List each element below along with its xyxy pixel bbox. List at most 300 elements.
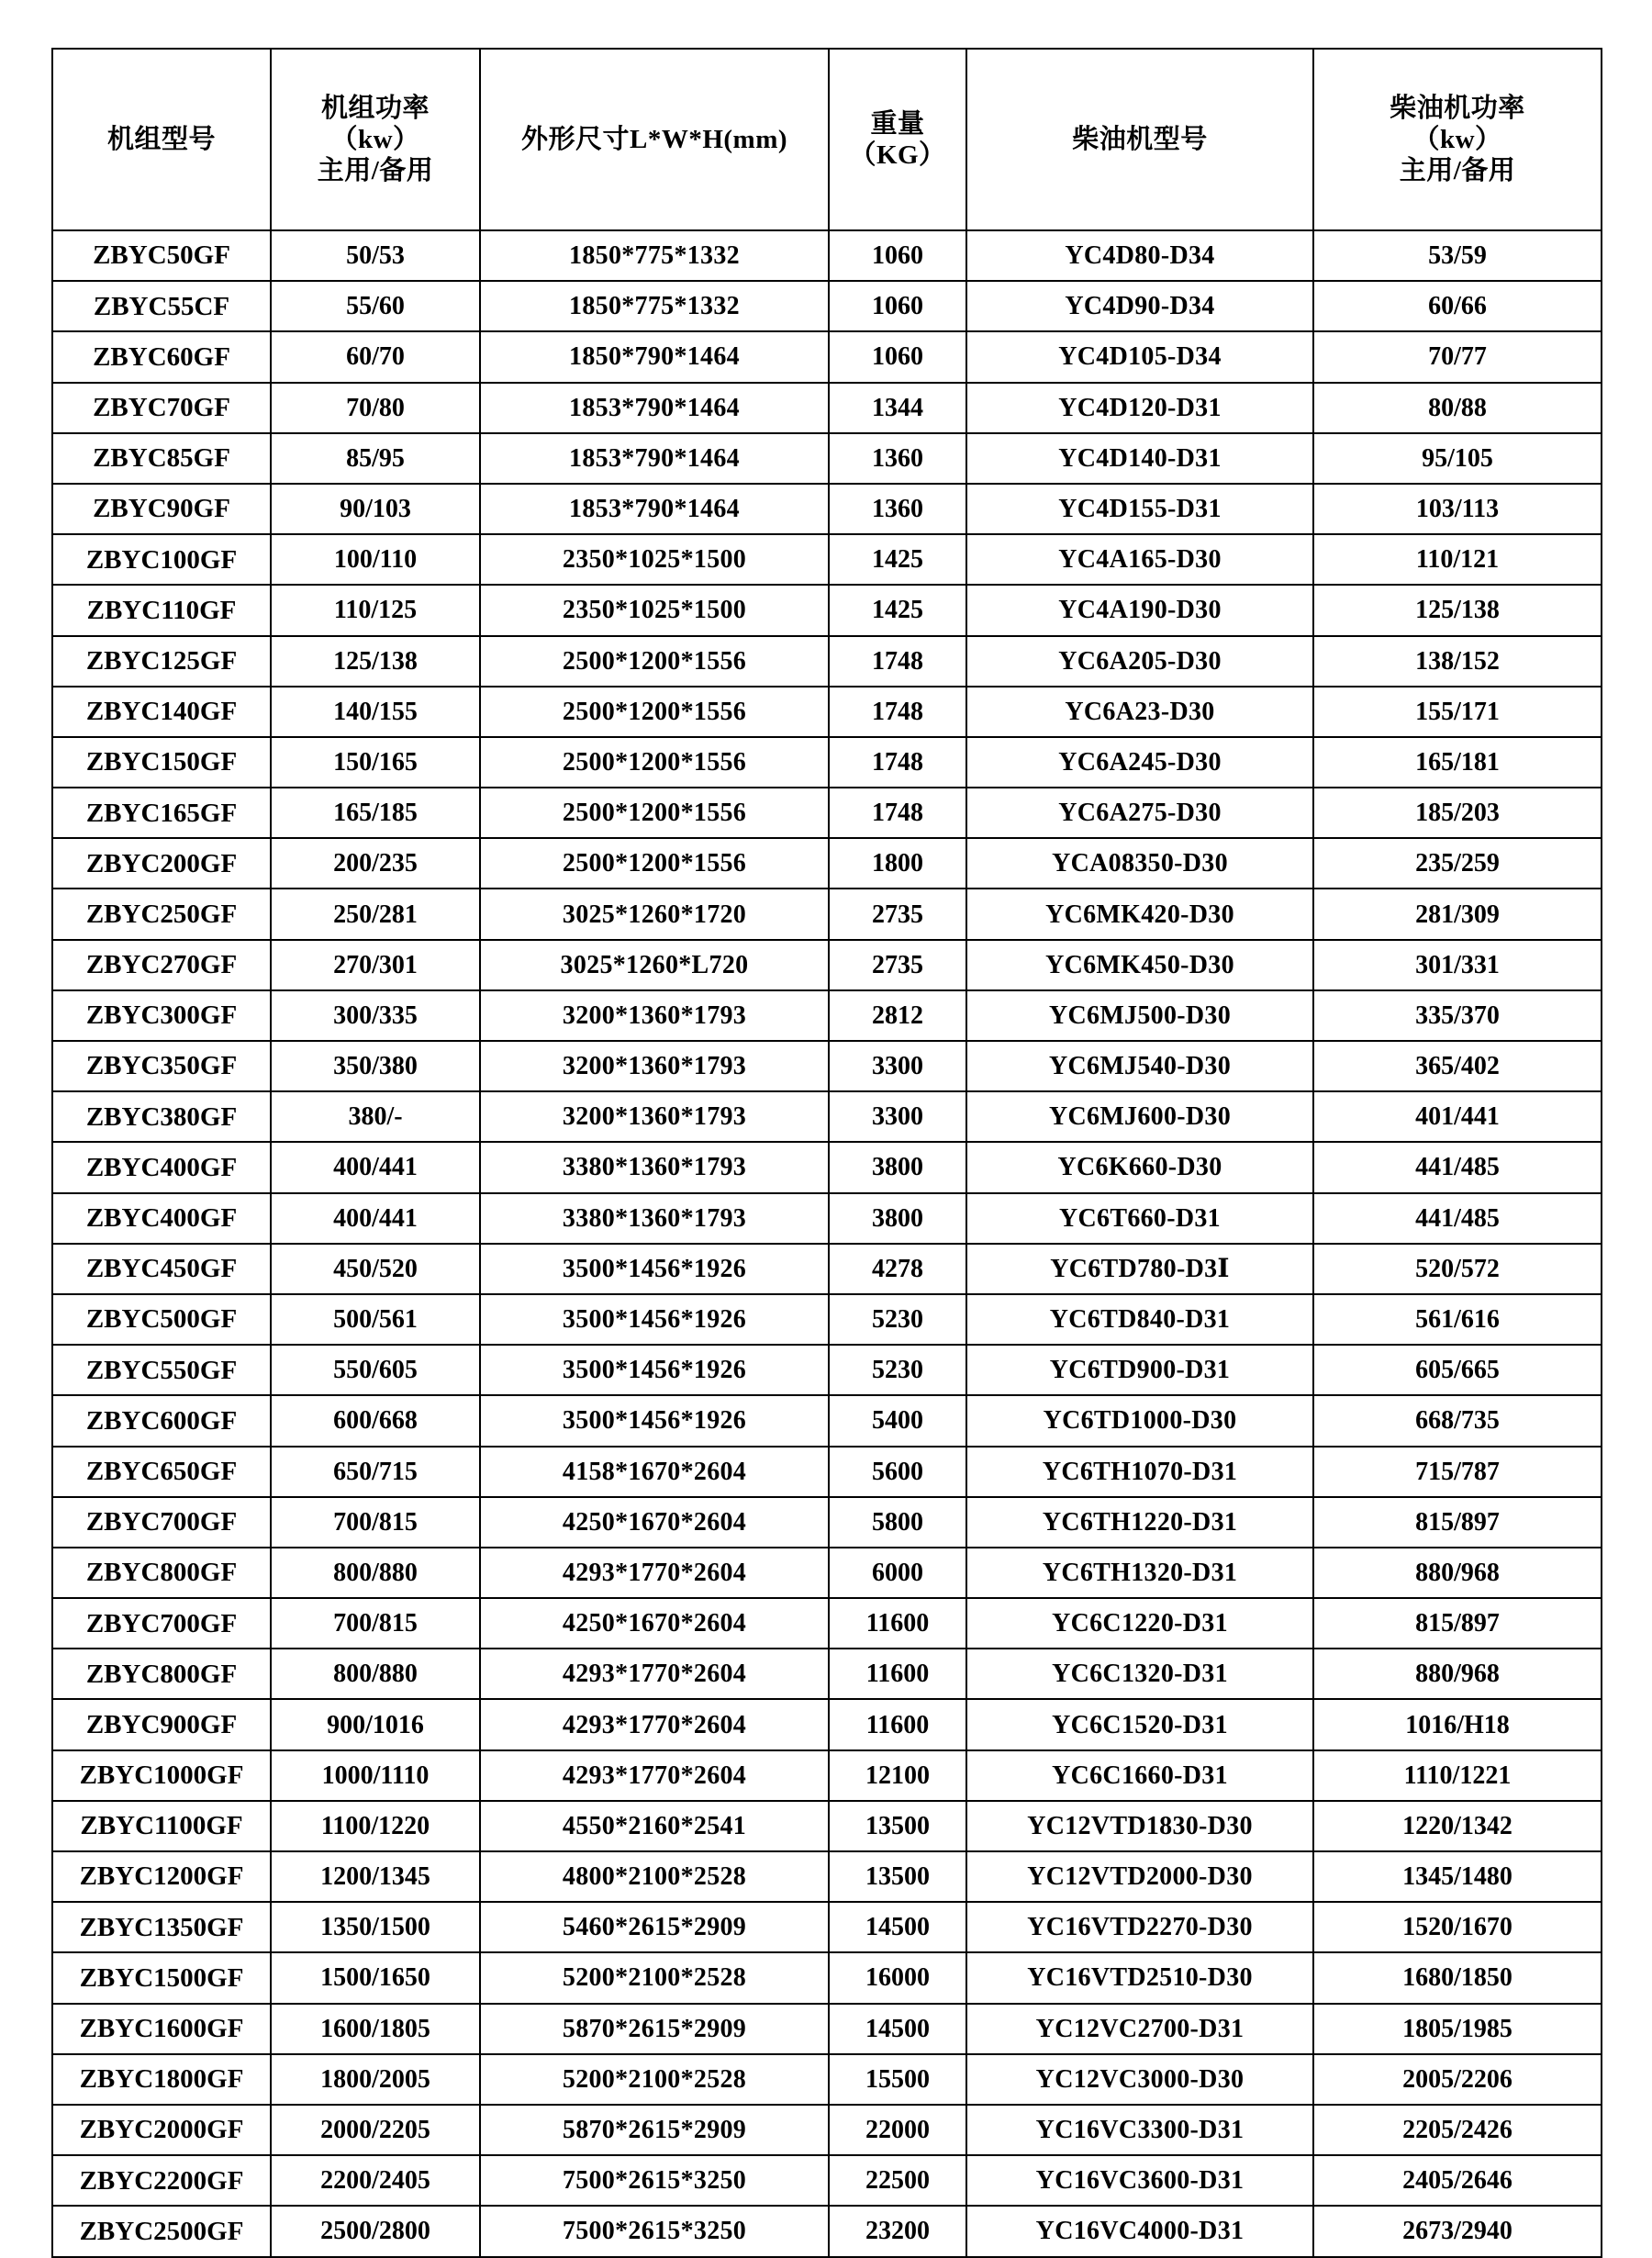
cell-unit-power: 400/441 <box>271 1193 480 1244</box>
cell-unit-power: 2200/2405 <box>271 2155 480 2206</box>
cell-engine-power: 1345/1480 <box>1313 1851 1602 1902</box>
header-line: 机组型号 <box>106 124 216 154</box>
cell-engine-power: 668/735 <box>1313 1395 1602 1446</box>
cell-weight: 1748 <box>829 737 966 788</box>
cell-engine-power: 110/121 <box>1313 534 1602 585</box>
cell-weight: 1425 <box>829 585 966 635</box>
column-header-weight <box>829 49 966 230</box>
cell-engine-model: YC6MJ600-D30 <box>966 1091 1313 1142</box>
cell-dimensions: 3380*1360*1793 <box>480 1142 829 1192</box>
cell-engine-power: 60/66 <box>1313 281 1602 331</box>
cell-engine-model: YC6C1520-D31 <box>966 1699 1313 1749</box>
column-header-engine-power <box>1313 49 1602 230</box>
cell-weight: 1060 <box>829 281 966 331</box>
table-row <box>52 1548 1602 1598</box>
table-row <box>52 838 1602 889</box>
column-header-unit-model <box>52 49 271 230</box>
cell-engine-model: YC6TH1320-D31 <box>966 1548 1313 1598</box>
cell-unit-power: 900/1016 <box>271 1699 480 1749</box>
cell-dimensions: 3500*1456*1926 <box>480 1395 829 1446</box>
cell-dimensions: 4293*1770*2604 <box>480 1548 829 1598</box>
cell-engine-power: 138/152 <box>1313 636 1602 687</box>
cell-engine-power: 80/88 <box>1313 383 1602 433</box>
cell-weight: 13500 <box>829 1851 966 1902</box>
cell-unit-model: ZBYC200GF <box>52 838 271 889</box>
cell-engine-model: YC6MK420-D30 <box>966 889 1313 939</box>
table-row <box>52 636 1602 687</box>
table-row <box>52 1447 1602 1497</box>
cell-dimensions: 7500*2615*3250 <box>480 2206 829 2256</box>
cell-engine-model: YC4D90-D34 <box>966 281 1313 331</box>
cell-engine-model: YC6TD780-D3Ⅰ <box>966 1244 1313 1294</box>
header-row <box>52 49 1602 230</box>
cell-unit-power: 2000/2205 <box>271 2105 480 2155</box>
cell-engine-model: YC6MJ540-D30 <box>966 1041 1313 1091</box>
cell-engine-model: YC6C1320-D31 <box>966 1649 1313 1699</box>
cell-engine-power: 561/616 <box>1313 1294 1602 1345</box>
cell-weight: 5230 <box>829 1345 966 1395</box>
cell-dimensions: 4250*1670*2604 <box>480 1598 829 1649</box>
table-row <box>52 331 1602 382</box>
cell-unit-model: ZBYC70GF <box>52 383 271 433</box>
cell-unit-model: ZBYC800GF <box>52 1548 271 1598</box>
cell-dimensions: 5870*2615*2909 <box>480 2004 829 2054</box>
cell-weight: 11600 <box>829 1649 966 1699</box>
cell-weight: 3300 <box>829 1091 966 1142</box>
cell-weight: 2735 <box>829 940 966 990</box>
cell-engine-power: 281/309 <box>1313 889 1602 939</box>
cell-dimensions: 4293*1770*2604 <box>480 1750 829 1801</box>
cell-dimensions: 3500*1456*1926 <box>480 1345 829 1395</box>
table-row <box>52 2105 1602 2155</box>
cell-engine-power: 815/897 <box>1313 1497 1602 1548</box>
cell-engine-model: YC16VTD2270-D30 <box>966 1902 1313 1952</box>
cell-unit-power: 700/815 <box>271 1598 480 1649</box>
cell-unit-power: 380/- <box>271 1091 480 1142</box>
cell-unit-model: ZBYC85GF <box>52 433 271 484</box>
cell-unit-power: 1800/2005 <box>271 2054 480 2105</box>
cell-engine-model: YC12VC3000-D30 <box>966 2054 1313 2105</box>
cell-unit-model: ZBYC650GF <box>52 1447 271 1497</box>
cell-weight: 14500 <box>829 1902 966 1952</box>
table-row <box>52 1244 1602 1294</box>
table-row <box>52 383 1602 433</box>
table-row <box>52 1041 1602 1091</box>
cell-weight: 1800 <box>829 838 966 889</box>
cell-engine-model: YC6TD900-D31 <box>966 1345 1313 1395</box>
cell-engine-model: YC16VTD2510-D30 <box>966 1952 1313 2003</box>
cell-unit-model: ZBYC350GF <box>52 1041 271 1091</box>
table-row <box>52 230 1602 281</box>
cell-weight: 5600 <box>829 1447 966 1497</box>
cell-dimensions: 3500*1456*1926 <box>480 1294 829 1345</box>
table-row <box>52 1851 1602 1902</box>
cell-weight: 1748 <box>829 687 966 737</box>
table-row <box>52 1952 1602 2003</box>
table-row <box>52 2206 1602 2256</box>
cell-dimensions: 1853*790*1464 <box>480 433 829 484</box>
cell-weight: 6000 <box>829 1548 966 1598</box>
cell-dimensions: 2500*1200*1556 <box>480 636 829 687</box>
cell-engine-model: YC6A205-D30 <box>966 636 1313 687</box>
cell-unit-model: ZBYC1350GF <box>52 1902 271 1952</box>
cell-dimensions: 4293*1770*2604 <box>480 1699 829 1749</box>
table-row <box>52 2155 1602 2206</box>
header-line: 外形尺寸L*W*H(mm) <box>520 124 788 154</box>
cell-weight: 3800 <box>829 1193 966 1244</box>
cell-unit-power: 1600/1805 <box>271 2004 480 2054</box>
table-row <box>52 281 1602 331</box>
cell-unit-power: 1350/1500 <box>271 1902 480 1952</box>
cell-dimensions: 3200*1360*1793 <box>480 1091 829 1142</box>
cell-engine-model: YC4D140-D31 <box>966 433 1313 484</box>
cell-weight: 5230 <box>829 1294 966 1345</box>
cell-unit-power: 60/70 <box>271 331 480 382</box>
table-row <box>52 1345 1602 1395</box>
table-row <box>52 737 1602 788</box>
cell-unit-model: ZBYC1500GF <box>52 1952 271 2003</box>
cell-unit-power: 90/103 <box>271 484 480 534</box>
cell-unit-model: ZBYC140GF <box>52 687 271 737</box>
cell-unit-model: ZBYC400GF <box>52 1193 271 1244</box>
cell-engine-model: YC12VTD1830-D30 <box>966 1801 1313 1851</box>
cell-unit-model: ZBYC50GF <box>52 230 271 281</box>
cell-engine-model: YC6K660-D30 <box>966 1142 1313 1192</box>
cell-unit-model: ZBYC500GF <box>52 1294 271 1345</box>
cell-dimensions: 2500*1200*1556 <box>480 737 829 788</box>
cell-unit-power: 1100/1220 <box>271 1801 480 1851</box>
cell-unit-power: 50/53 <box>271 230 480 281</box>
cell-weight: 1748 <box>829 636 966 687</box>
cell-dimensions: 3200*1360*1793 <box>480 1041 829 1091</box>
cell-unit-power: 55/60 <box>271 281 480 331</box>
cell-engine-power: 301/331 <box>1313 940 1602 990</box>
cell-unit-power: 450/520 <box>271 1244 480 1294</box>
cell-engine-power: 70/77 <box>1313 331 1602 382</box>
table-row <box>52 1649 1602 1699</box>
cell-engine-power: 880/968 <box>1313 1649 1602 1699</box>
cell-unit-model: ZBYC550GF <box>52 1345 271 1395</box>
table-row <box>52 1193 1602 1244</box>
cell-unit-model: ZBYC300GF <box>52 990 271 1041</box>
cell-engine-power: 235/259 <box>1313 838 1602 889</box>
cell-dimensions: 5200*2100*2528 <box>480 1952 829 2003</box>
cell-engine-power: 1110/1221 <box>1313 1750 1602 1801</box>
cell-engine-model: YC4D80-D34 <box>966 230 1313 281</box>
table-row <box>52 484 1602 534</box>
cell-weight: 12100 <box>829 1750 966 1801</box>
cell-engine-model: YC6MJ500-D30 <box>966 990 1313 1041</box>
table-row <box>52 433 1602 484</box>
cell-dimensions: 4293*1770*2604 <box>480 1649 829 1699</box>
cell-unit-power: 85/95 <box>271 433 480 484</box>
cell-dimensions: 3380*1360*1793 <box>480 1193 829 1244</box>
cell-dimensions: 2350*1025*1500 <box>480 585 829 635</box>
cell-unit-model: ZBYC2500GF <box>52 2206 271 2256</box>
cell-unit-model: ZBYC600GF <box>52 1395 271 1446</box>
cell-engine-power: 880/968 <box>1313 1548 1602 1598</box>
cell-dimensions: 5200*2100*2528 <box>480 2054 829 2105</box>
cell-weight: 23200 <box>829 2206 966 2256</box>
cell-engine-power: 441/485 <box>1313 1142 1602 1192</box>
table-header <box>52 49 1602 230</box>
cell-engine-power: 365/402 <box>1313 1041 1602 1091</box>
cell-engine-model: YC6TH1220-D31 <box>966 1497 1313 1548</box>
cell-engine-model: YCA08350-D30 <box>966 838 1313 889</box>
cell-unit-power: 300/335 <box>271 990 480 1041</box>
cell-engine-model: YC16VC3600-D31 <box>966 2155 1313 2206</box>
cell-dimensions: 2500*1200*1556 <box>480 788 829 838</box>
cell-unit-model: ZBYC700GF <box>52 1497 271 1548</box>
cell-engine-power: 715/787 <box>1313 1447 1602 1497</box>
cell-weight: 1360 <box>829 433 966 484</box>
cell-dimensions: 4250*1670*2604 <box>480 1497 829 1548</box>
cell-unit-model: ZBYC125GF <box>52 636 271 687</box>
cell-engine-power: 103/113 <box>1313 484 1602 534</box>
header-line: （KG） <box>849 140 946 170</box>
cell-dimensions: 3025*1260*1720 <box>480 889 829 939</box>
cell-engine-power: 165/181 <box>1313 737 1602 788</box>
cell-weight: 5400 <box>829 1395 966 1446</box>
cell-unit-model: ZBYC1200GF <box>52 1851 271 1902</box>
cell-weight: 1425 <box>829 534 966 585</box>
cell-weight: 2812 <box>829 990 966 1041</box>
cell-weight: 1748 <box>829 788 966 838</box>
table-row <box>52 2004 1602 2054</box>
cell-unit-power: 1500/1650 <box>271 1952 480 2003</box>
column-header-unit-power <box>271 49 480 230</box>
cell-engine-power: 2005/2206 <box>1313 2054 1602 2105</box>
cell-unit-power: 150/165 <box>271 737 480 788</box>
cell-unit-model: ZBYC1800GF <box>52 2054 271 2105</box>
cell-unit-model: ZBYC150GF <box>52 737 271 788</box>
cell-weight: 2735 <box>829 889 966 939</box>
cell-unit-model: ZBYC450GF <box>52 1244 271 1294</box>
cell-engine-model: YC6A245-D30 <box>966 737 1313 788</box>
cell-engine-power: 815/897 <box>1313 1598 1602 1649</box>
cell-engine-power: 2405/2646 <box>1313 2155 1602 2206</box>
cell-engine-model: YC6A275-D30 <box>966 788 1313 838</box>
cell-weight: 3300 <box>829 1041 966 1091</box>
cell-dimensions: 4158*1670*2604 <box>480 1447 829 1497</box>
cell-weight: 22000 <box>829 2105 966 2155</box>
cell-unit-model: ZBYC2000GF <box>52 2105 271 2155</box>
cell-dimensions: 3500*1456*1926 <box>480 1244 829 1294</box>
table-row <box>52 940 1602 990</box>
cell-dimensions: 5460*2615*2909 <box>480 1902 829 1952</box>
cell-dimensions: 1853*790*1464 <box>480 383 829 433</box>
table-row <box>52 1699 1602 1749</box>
cell-engine-power: 1016/H18 <box>1313 1699 1602 1749</box>
cell-weight: 1360 <box>829 484 966 534</box>
column-header-engine-model <box>966 49 1313 230</box>
cell-dimensions: 4800*2100*2528 <box>480 1851 829 1902</box>
cell-engine-power: 2673/2940 <box>1313 2206 1602 2256</box>
cell-unit-power: 550/605 <box>271 1345 480 1395</box>
cell-engine-model: YC6TH1070-D31 <box>966 1447 1313 1497</box>
cell-weight: 14500 <box>829 2004 966 2054</box>
cell-unit-power: 110/125 <box>271 585 480 635</box>
cell-dimensions: 1850*775*1332 <box>480 230 829 281</box>
cell-dimensions: 5870*2615*2909 <box>480 2105 829 2155</box>
table-row <box>52 2054 1602 2105</box>
cell-engine-model: YC6A23-D30 <box>966 687 1313 737</box>
cell-unit-model: ZBYC55CF <box>52 281 271 331</box>
cell-engine-power: 185/203 <box>1313 788 1602 838</box>
cell-unit-power: 350/380 <box>271 1041 480 1091</box>
cell-engine-model: YC6T660-D31 <box>966 1193 1313 1244</box>
cell-engine-power: 605/665 <box>1313 1345 1602 1395</box>
cell-weight: 1060 <box>829 331 966 382</box>
cell-unit-power: 165/185 <box>271 788 480 838</box>
cell-dimensions: 1850*775*1332 <box>480 281 829 331</box>
cell-engine-model: YC16VC3300-D31 <box>966 2105 1313 2155</box>
cell-engine-model: YC6MK450-D30 <box>966 940 1313 990</box>
cell-unit-power: 500/561 <box>271 1294 480 1345</box>
cell-weight: 22500 <box>829 2155 966 2206</box>
cell-unit-model: ZBYC380GF <box>52 1091 271 1142</box>
cell-unit-model: ZBYC700GF <box>52 1598 271 1649</box>
cell-unit-power: 200/235 <box>271 838 480 889</box>
cell-dimensions: 1850*790*1464 <box>480 331 829 382</box>
cell-unit-power: 700/815 <box>271 1497 480 1548</box>
table-row <box>52 534 1602 585</box>
cell-dimensions: 2500*1200*1556 <box>480 838 829 889</box>
cell-dimensions: 3025*1260*L720 <box>480 940 829 990</box>
cell-weight: 15500 <box>829 2054 966 2105</box>
header-line: 重量 <box>870 108 925 139</box>
cell-weight: 1060 <box>829 230 966 281</box>
cell-unit-power: 1200/1345 <box>271 1851 480 1902</box>
cell-engine-model: YC16VC4000-D31 <box>966 2206 1313 2256</box>
cell-engine-power: 1805/1985 <box>1313 2004 1602 2054</box>
cell-dimensions: 7500*2615*3250 <box>480 2155 829 2206</box>
cell-weight: 13500 <box>829 1801 966 1851</box>
cell-unit-power: 140/155 <box>271 687 480 737</box>
cell-unit-power: 1000/1110 <box>271 1750 480 1801</box>
cell-engine-model: YC12VTD2000-D30 <box>966 1851 1313 1902</box>
column-header-dimensions <box>480 49 829 230</box>
cell-weight: 11600 <box>829 1598 966 1649</box>
cell-unit-model: ZBYC800GF <box>52 1649 271 1699</box>
cell-unit-power: 270/301 <box>271 940 480 990</box>
table-row <box>52 1750 1602 1801</box>
cell-unit-power: 250/281 <box>271 889 480 939</box>
cell-dimensions: 2500*1200*1556 <box>480 687 829 737</box>
cell-unit-model: ZBYC900GF <box>52 1699 271 1749</box>
table-body <box>52 230 1602 2257</box>
cell-unit-model: ZBYC1000GF <box>52 1750 271 1801</box>
header-line: 主用/备用 <box>1399 156 1516 186</box>
cell-unit-model: ZBYC400GF <box>52 1142 271 1192</box>
cell-unit-model: ZBYC90GF <box>52 484 271 534</box>
cell-engine-model: YC4D120-D31 <box>966 383 1313 433</box>
cell-unit-model: ZBYC1100GF <box>52 1801 271 1851</box>
cell-weight: 11600 <box>829 1699 966 1749</box>
header-line: 主用/备用 <box>317 156 434 186</box>
cell-engine-power: 1220/1342 <box>1313 1801 1602 1851</box>
cell-dimensions: 4550*2160*2541 <box>480 1801 829 1851</box>
cell-unit-model: ZBYC2200GF <box>52 2155 271 2206</box>
table-row <box>52 585 1602 635</box>
cell-engine-model: YC12VC2700-D31 <box>966 2004 1313 2054</box>
header-line: （kw） <box>330 124 420 154</box>
cell-engine-power: 520/572 <box>1313 1244 1602 1294</box>
cell-unit-model: ZBYC270GF <box>52 940 271 990</box>
cell-engine-model: YC6C1660-D31 <box>966 1750 1313 1801</box>
cell-dimensions: 2350*1025*1500 <box>480 534 829 585</box>
cell-weight: 4278 <box>829 1244 966 1294</box>
cell-engine-power: 125/138 <box>1313 585 1602 635</box>
cell-engine-power: 2205/2426 <box>1313 2105 1602 2155</box>
table-row <box>52 1091 1602 1142</box>
cell-weight: 16000 <box>829 1952 966 2003</box>
cell-engine-model: YC6TD1000-D30 <box>966 1395 1313 1446</box>
header-line: 机组功率 <box>320 93 430 123</box>
table-row <box>52 1598 1602 1649</box>
cell-unit-power: 650/715 <box>271 1447 480 1497</box>
cell-unit-power: 400/441 <box>271 1142 480 1192</box>
cell-unit-power: 600/668 <box>271 1395 480 1446</box>
cell-unit-power: 800/880 <box>271 1548 480 1598</box>
cell-unit-model: ZBYC100GF <box>52 534 271 585</box>
table-row <box>52 1395 1602 1446</box>
cell-unit-power: 100/110 <box>271 534 480 585</box>
cell-weight: 1344 <box>829 383 966 433</box>
cell-dimensions: 1853*790*1464 <box>480 484 829 534</box>
generator-spec-table <box>51 48 1602 2258</box>
cell-unit-model: ZBYC250GF <box>52 889 271 939</box>
table-row <box>52 1497 1602 1548</box>
table-row <box>52 1902 1602 1952</box>
table-row <box>52 1801 1602 1851</box>
cell-engine-model: YC4D105-D34 <box>966 331 1313 382</box>
cell-unit-model: ZBYC60GF <box>52 331 271 382</box>
cell-dimensions: 3200*1360*1793 <box>480 990 829 1041</box>
cell-engine-power: 95/105 <box>1313 433 1602 484</box>
header-line: 柴油机型号 <box>1072 124 1208 154</box>
table-row <box>52 687 1602 737</box>
cell-engine-power: 155/171 <box>1313 687 1602 737</box>
cell-engine-model: YC6TD840-D31 <box>966 1294 1313 1345</box>
cell-engine-model: YC4D155-D31 <box>966 484 1313 534</box>
cell-engine-power: 1520/1670 <box>1313 1902 1602 1952</box>
cell-engine-power: 441/485 <box>1313 1193 1602 1244</box>
table-row <box>52 788 1602 838</box>
cell-unit-power: 125/138 <box>271 636 480 687</box>
cell-unit-model: ZBYC165GF <box>52 788 271 838</box>
cell-weight: 3800 <box>829 1142 966 1192</box>
cell-unit-power: 2500/2800 <box>271 2206 480 2256</box>
header-line: 柴油机功率 <box>1390 93 1525 123</box>
cell-weight: 5800 <box>829 1497 966 1548</box>
cell-engine-power: 53/59 <box>1313 230 1602 281</box>
table-row <box>52 1142 1602 1192</box>
cell-engine-model: YC4A190-D30 <box>966 585 1313 635</box>
cell-engine-power: 335/370 <box>1313 990 1602 1041</box>
cell-engine-model: YC4A165-D30 <box>966 534 1313 585</box>
cell-unit-model: ZBYC1600GF <box>52 2004 271 2054</box>
table-row <box>52 889 1602 939</box>
cell-engine-power: 1680/1850 <box>1313 1952 1602 2003</box>
table-row <box>52 990 1602 1041</box>
table-row <box>52 1294 1602 1345</box>
cell-engine-power: 401/441 <box>1313 1091 1602 1142</box>
cell-engine-model: YC6C1220-D31 <box>966 1598 1313 1649</box>
cell-unit-power: 70/80 <box>271 383 480 433</box>
header-line: （kw） <box>1412 124 1502 154</box>
cell-unit-model: ZBYC110GF <box>52 585 271 635</box>
